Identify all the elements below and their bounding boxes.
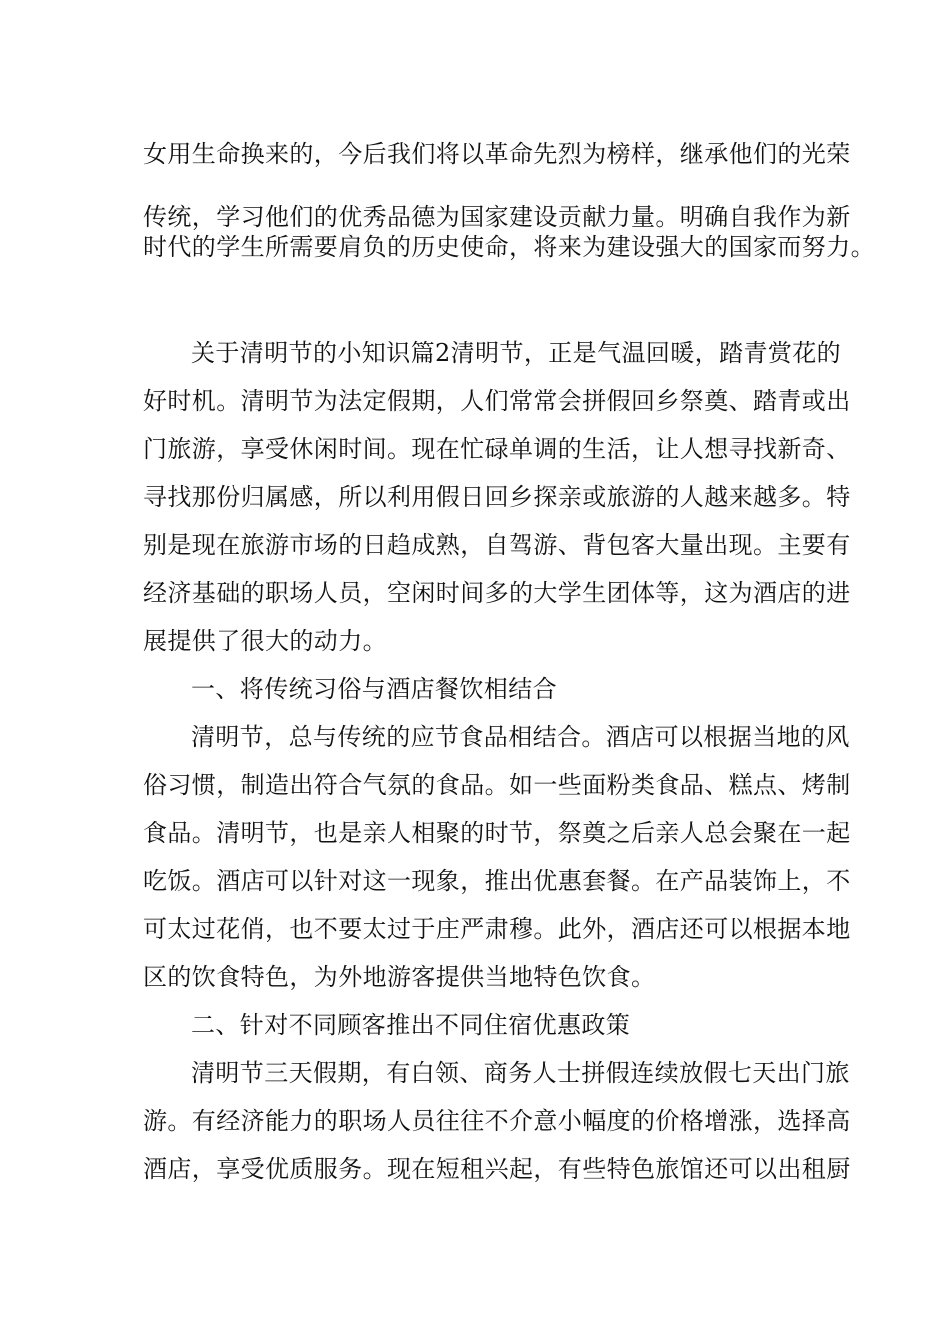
section-heading-1: 一、将传统习俗与酒店餐饮相结合 xyxy=(191,675,557,703)
paragraph-2-line-6: 经济基础的职场人员，空闲时间多的大学生团体等，这为酒店的进 xyxy=(143,579,851,607)
paragraph-3-line-3: 食品。清明节，也是亲人相聚的时节，祭奠之后亲人总会聚在一起 xyxy=(143,819,851,847)
paragraph-4-line-2: 游。有经济能力的职场人员往往不介意小幅度的价格增涨，选择高 xyxy=(143,1107,851,1135)
paragraph-3-line-6: 区的饮食特色，为外地游客提供当地特色饮食。 xyxy=(143,963,656,991)
paragraph-2-line-4: 寻找那份归属感，所以利用假日回乡探亲或旅游的人越来越多。特 xyxy=(143,483,851,511)
paragraph-2-line-5: 别是现在旅游市场的日趋成熟，自驾游、背包客大量出现。主要有 xyxy=(143,531,851,559)
paragraph-2-line-2: 好时机。清明节为法定假期，人们常常会拼假回乡祭奠、踏青或出 xyxy=(143,387,851,415)
paragraph-1-line-2: 传统，学习他们的优秀品德为国家建设贡献力量。明确自我作为新 xyxy=(143,203,851,231)
paragraph-3-line-2: 俗习惯，制造出符合气氛的食品。如一些面粉类食品、糕点、烤制 xyxy=(143,771,851,799)
paragraph-1-line-3: 时代的学生所需要肩负的历史使命，将来为建设强大的国家而努力。 xyxy=(143,233,875,261)
section-heading-2: 二、针对不同顾客推出不同住宿优惠政策 xyxy=(191,1011,631,1039)
paragraph-2-line-3: 门旅游，享受休闲时间。现在忙碌单调的生活，让人想寻找新奇、 xyxy=(143,435,851,463)
paragraph-3-line-1: 清明节，总与传统的应节食品相结合。酒店可以根据当地的风 xyxy=(191,723,850,751)
paragraph-4-line-3: 酒店，享受优质服务。现在短租兴起，有些特色旅馆还可以出租厨 xyxy=(143,1155,851,1183)
paragraph-1-line-1: 女用生命换来的，今后我们将以革命先烈为榜样，继承他们的光荣 xyxy=(143,140,851,168)
paragraph-3-line-5: 可太过花俏，也不要太过于庄严肃穆。此外，酒店还可以根据本地 xyxy=(143,915,851,943)
paragraph-2-line-7: 展提供了很大的动力。 xyxy=(143,627,387,655)
paragraph-3-line-4: 吃饭。酒店可以针对这一现象，推出优惠套餐。在产品装饰上，不 xyxy=(143,867,851,895)
paragraph-2-line-1: 关于清明节的小知识篇2清明节，正是气温回暖，踏青赏花的 xyxy=(191,339,842,367)
paragraph-4-line-1: 清明节三天假期，有白领、商务人士拼假连续放假七天出门旅 xyxy=(191,1059,850,1087)
